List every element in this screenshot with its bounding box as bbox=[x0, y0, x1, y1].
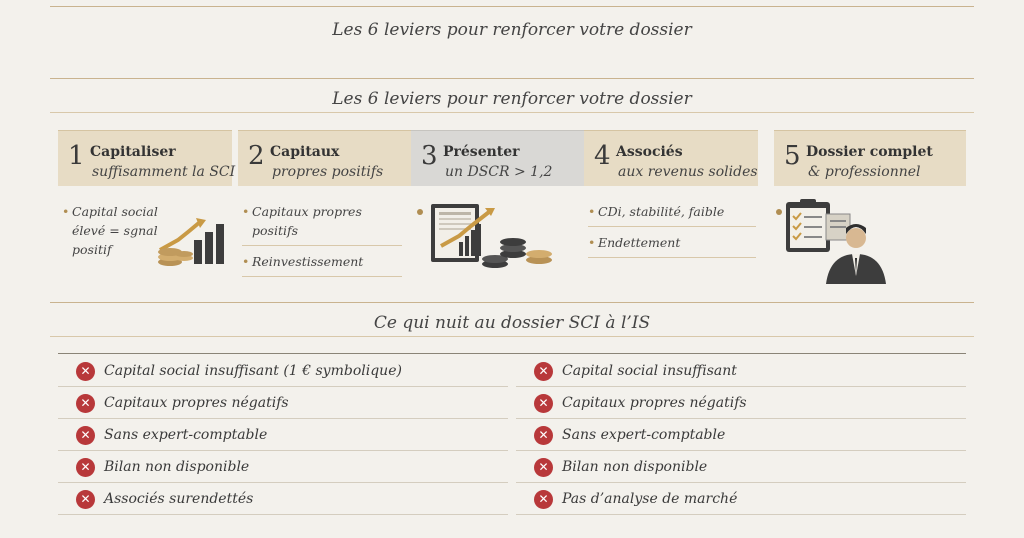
list-item-text: Sans expert-comptable bbox=[104, 427, 268, 443]
lever-2-bullet-2: • Reinvestissement bbox=[242, 252, 402, 271]
lever-4-title: Associés bbox=[616, 144, 683, 160]
section-divider-bottom bbox=[50, 112, 974, 113]
lever-4-bullet-2: • Endettement bbox=[588, 233, 756, 252]
list-item bbox=[58, 387, 508, 419]
lever-2-bullet-1: • Capitaux propres positifs bbox=[242, 202, 362, 240]
list-item-text: Pas d’analyse de marché bbox=[562, 491, 738, 507]
list-item bbox=[516, 451, 966, 483]
negatives-table-top-border bbox=[58, 353, 966, 354]
top-divider bbox=[50, 6, 974, 7]
lever-2-header bbox=[238, 130, 412, 186]
lever-1 bbox=[58, 130, 236, 257]
lever-4-bullets bbox=[588, 202, 756, 264]
lever-3-header bbox=[411, 130, 585, 186]
lever-2-number: 2 bbox=[248, 141, 265, 171]
error-x-icon: ✕ bbox=[76, 362, 95, 381]
list-item-text: Sans expert-comptable bbox=[562, 427, 726, 443]
list-item bbox=[58, 419, 508, 451]
lever-4 bbox=[584, 130, 758, 250]
lever-1-number: 1 bbox=[68, 141, 85, 171]
lever-1-title: Capitaliser bbox=[90, 144, 176, 160]
list-item-text: Associés surendettés bbox=[104, 491, 254, 507]
lever-2-subtitle: propres positifs bbox=[272, 164, 384, 180]
error-x-icon: ✕ bbox=[534, 362, 553, 381]
lever-5-number: 5 bbox=[784, 141, 801, 171]
lever-5 bbox=[774, 130, 966, 186]
list-item-text: Capitaux propres négatifs bbox=[562, 395, 747, 411]
list-item bbox=[58, 483, 508, 515]
checklist-professional-icon bbox=[774, 198, 894, 286]
error-x-icon: ✕ bbox=[76, 490, 95, 509]
negatives-heading: Ce qui nuit au dossier SCI à l’IS bbox=[373, 313, 651, 333]
lever-5-subtitle: & professionnel bbox=[808, 164, 921, 180]
error-x-icon: ✕ bbox=[534, 490, 553, 509]
negatives-left-list bbox=[58, 355, 508, 515]
error-x-icon: ✕ bbox=[76, 426, 95, 445]
list-item-text: Capitaux propres négatifs bbox=[104, 395, 289, 411]
lever-2 bbox=[238, 130, 412, 269]
coins-growth-chart-icon bbox=[156, 216, 226, 266]
error-x-icon: ✕ bbox=[76, 458, 95, 477]
lever-3 bbox=[411, 130, 585, 186]
top-heading: Les 6 leviers pour renforcer votre dossier bbox=[332, 20, 692, 40]
list-item bbox=[516, 387, 966, 419]
lever-1-bullets bbox=[62, 202, 162, 259]
list-item bbox=[516, 483, 966, 515]
negatives-right-list bbox=[516, 355, 966, 515]
negatives-divider-mid bbox=[50, 336, 974, 337]
levers-row bbox=[58, 130, 966, 290]
list-item-text: Bilan non disponible bbox=[562, 459, 708, 475]
lever-4-number: 4 bbox=[594, 141, 611, 171]
lever-2-bullets bbox=[242, 202, 402, 283]
lever-2-bullet-divider-2 bbox=[242, 276, 402, 277]
list-item-text: Bilan non disponible bbox=[104, 459, 250, 475]
list-item-text: Capital social insuffisant (1 € symbolique) bbox=[104, 363, 402, 379]
lever-4-bullet-1: • CDi, stabilité, faible bbox=[588, 202, 756, 221]
list-item-text: Capital social insuffisant bbox=[562, 363, 737, 379]
list-item bbox=[58, 451, 508, 483]
lever-4-bullet-divider-2 bbox=[588, 257, 756, 258]
lever-5-title: Dossier complet bbox=[806, 144, 933, 160]
lever-1-subtitle: suffisamment la SCI bbox=[92, 164, 236, 180]
lever-3-subtitle: un DSCR > 1,2 bbox=[445, 164, 553, 180]
list-item bbox=[58, 355, 508, 387]
financial-report-coins-icon bbox=[415, 202, 565, 278]
lever-4-header bbox=[584, 130, 758, 186]
section-divider-top bbox=[50, 78, 974, 79]
list-item bbox=[516, 419, 966, 451]
list-item bbox=[516, 355, 966, 387]
lever-2-title: Capitaux bbox=[270, 144, 340, 160]
negatives-divider-top bbox=[50, 302, 974, 303]
lever-5-header bbox=[774, 130, 966, 186]
section-heading: Les 6 leviers pour renforcer votre dossier bbox=[332, 89, 692, 109]
error-x-icon: ✕ bbox=[534, 458, 553, 477]
error-x-icon: ✕ bbox=[534, 394, 553, 413]
lever-3-number: 3 bbox=[421, 141, 438, 171]
lever-3-title: Présenter bbox=[443, 144, 520, 160]
lever-2-bullet-divider bbox=[242, 245, 402, 246]
lever-4-bullet-divider bbox=[588, 226, 756, 227]
lever-1-header bbox=[58, 130, 236, 186]
error-x-icon: ✕ bbox=[76, 394, 95, 413]
lever-4-subtitle: aux revenus solides bbox=[618, 164, 758, 180]
lever-1-bullet: • Capital social élevé = sgnal positif bbox=[62, 202, 162, 259]
error-x-icon: ✕ bbox=[534, 426, 553, 445]
